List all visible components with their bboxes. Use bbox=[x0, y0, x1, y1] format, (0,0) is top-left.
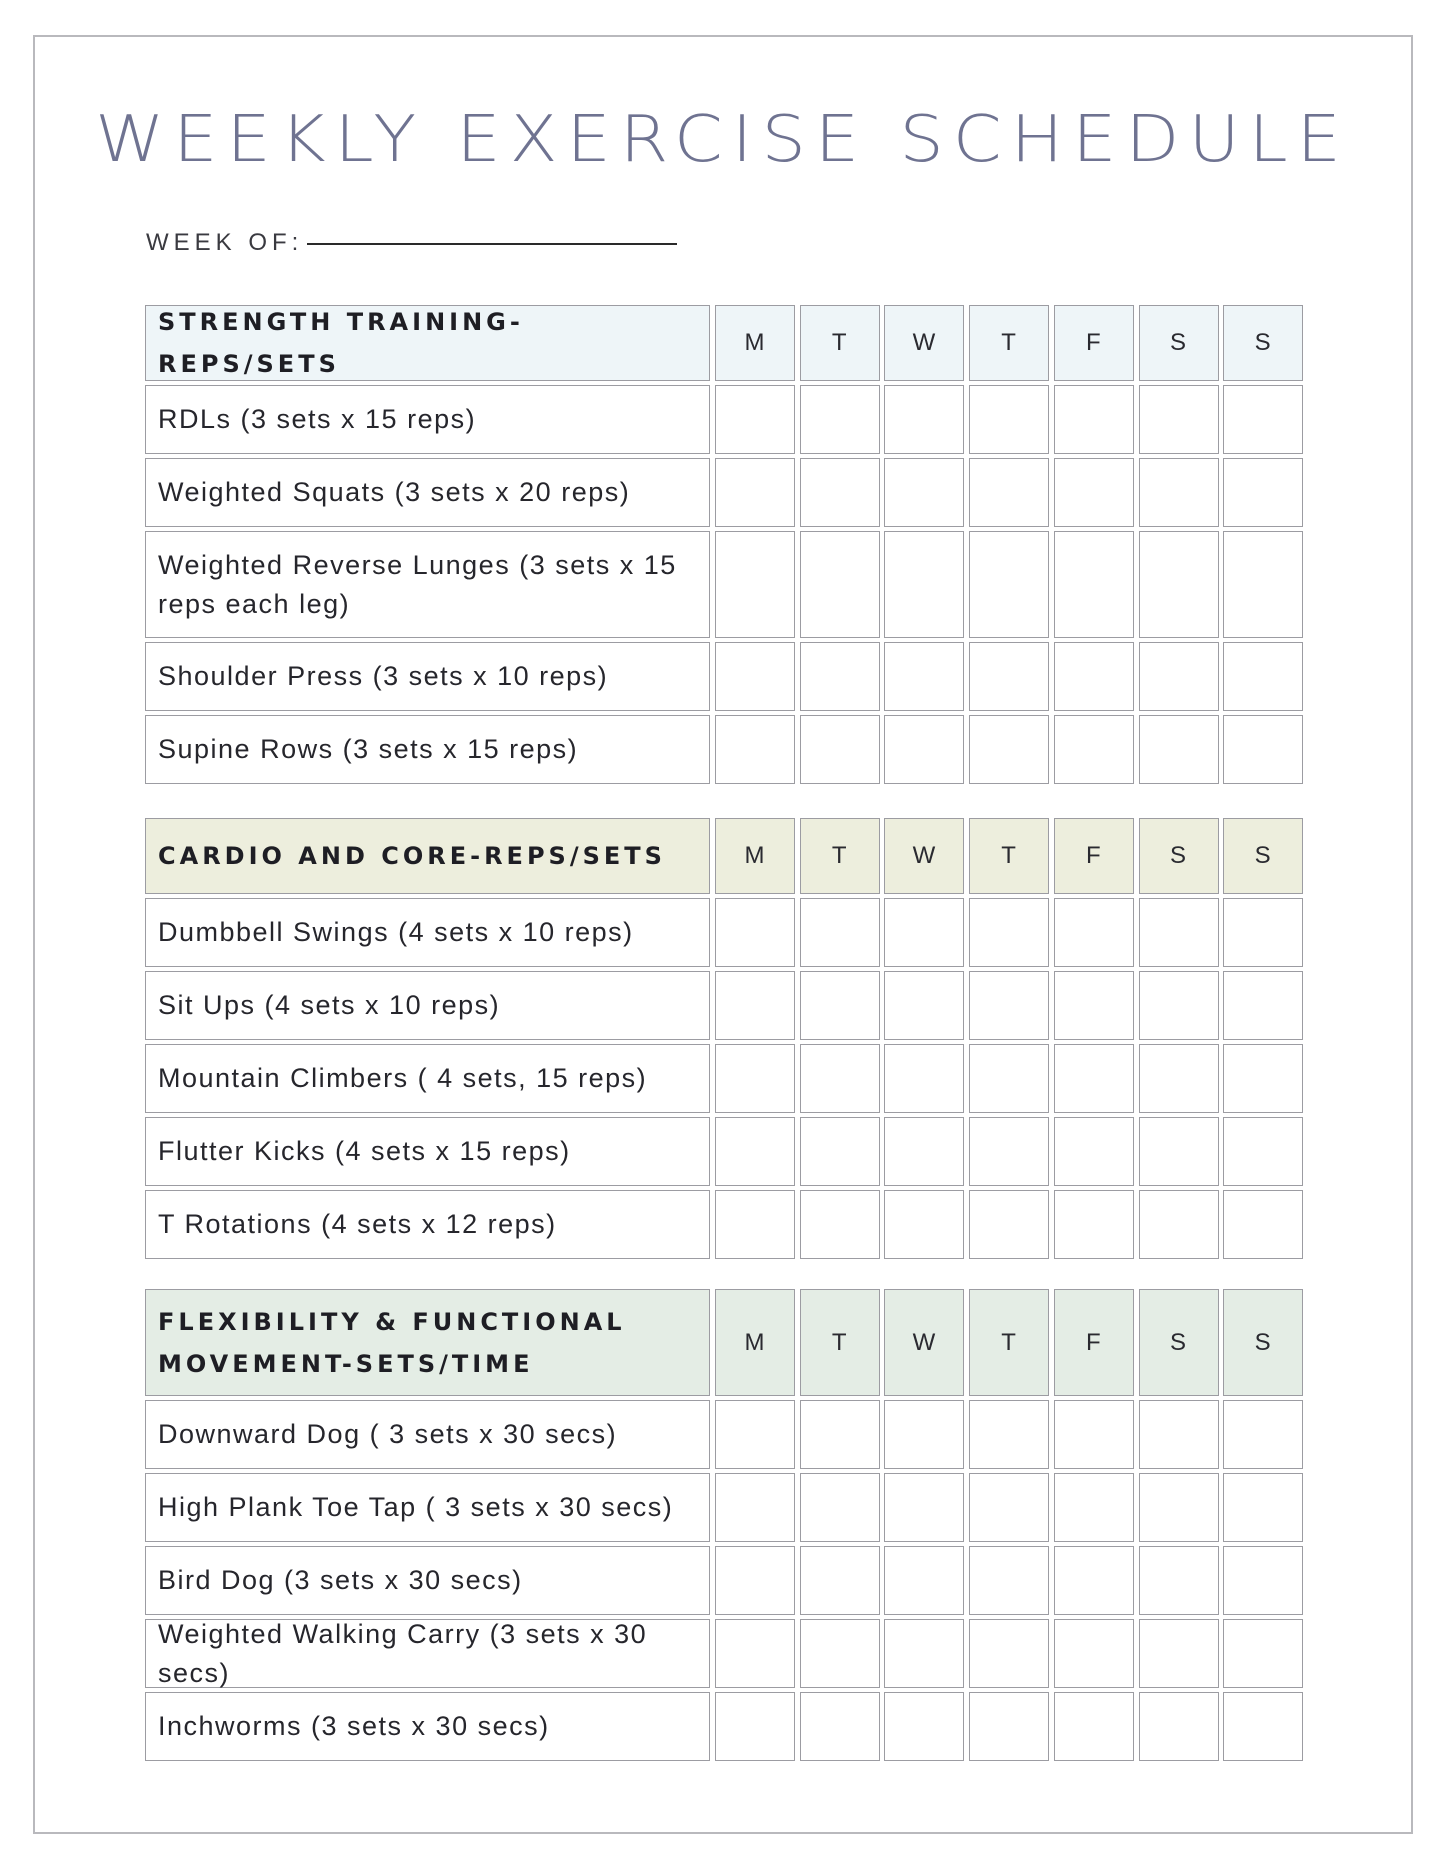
day-checkbox-cell[interactable] bbox=[715, 1400, 795, 1469]
day-checkbox-cell[interactable] bbox=[715, 1117, 795, 1186]
day-checkbox-cell[interactable] bbox=[715, 642, 795, 711]
day-label: S bbox=[1169, 329, 1187, 356]
day-header bbox=[1223, 305, 1303, 381]
day-checkbox-cell[interactable] bbox=[1139, 1190, 1219, 1259]
day-checkbox-cell[interactable] bbox=[800, 1473, 880, 1542]
day-checkbox-cell[interactable] bbox=[969, 458, 1049, 527]
day-checkbox-cell[interactable] bbox=[969, 971, 1049, 1040]
day-label: W bbox=[912, 842, 937, 869]
day-checkbox-cell[interactable] bbox=[715, 385, 795, 454]
exercise-name: Downward Dog ( 3 sets x 30 secs) bbox=[158, 1419, 618, 1449]
exercise-row bbox=[145, 898, 710, 967]
day-checkbox-cell[interactable] bbox=[800, 715, 880, 784]
exercise-row bbox=[145, 1546, 710, 1615]
exercise-name: Shoulder Press (3 sets x 10 reps) bbox=[158, 661, 609, 691]
day-checkbox-cell[interactable] bbox=[1139, 1044, 1219, 1113]
day-checkbox-cell[interactable] bbox=[1139, 531, 1219, 638]
day-checkbox-cell[interactable] bbox=[1223, 1190, 1303, 1259]
day-checkbox-cell[interactable] bbox=[969, 1619, 1049, 1688]
day-checkbox-cell[interactable] bbox=[1139, 971, 1219, 1040]
page-title: WEEKLY EXERCISE SCHEDULE bbox=[95, 101, 1350, 177]
day-header bbox=[715, 305, 795, 381]
exercise-name: High Plank Toe Tap ( 3 sets x 30 secs) bbox=[158, 1492, 674, 1522]
day-header bbox=[715, 818, 795, 894]
exercise-row bbox=[145, 715, 710, 784]
day-checkbox-cell[interactable] bbox=[1054, 531, 1134, 638]
day-checkbox-cell[interactable] bbox=[969, 385, 1049, 454]
exercise-row bbox=[145, 1190, 710, 1259]
day-checkbox-cell[interactable] bbox=[800, 642, 880, 711]
day-checkbox-cell[interactable] bbox=[884, 1692, 964, 1761]
day-label: M bbox=[744, 842, 766, 869]
day-checkbox-cell[interactable] bbox=[1223, 642, 1303, 711]
day-checkbox-cell[interactable] bbox=[969, 1400, 1049, 1469]
exercise-name: RDLs (3 sets x 15 reps) bbox=[158, 404, 477, 434]
day-checkbox-cell[interactable] bbox=[884, 642, 964, 711]
day-checkbox-cell[interactable] bbox=[1139, 715, 1219, 784]
day-label: S bbox=[1254, 1328, 1272, 1356]
day-checkbox-cell[interactable] bbox=[715, 531, 795, 638]
section-header-label: STRENGTH TRAINING-REPS/SETS bbox=[158, 308, 524, 378]
day-checkbox-cell[interactable] bbox=[715, 1692, 795, 1761]
day-checkbox-cell[interactable] bbox=[884, 1190, 964, 1259]
day-checkbox-cell[interactable] bbox=[969, 1190, 1049, 1259]
day-checkbox-cell[interactable] bbox=[884, 1400, 964, 1469]
day-checkbox-cell[interactable] bbox=[1139, 1692, 1219, 1761]
day-checkbox-cell[interactable] bbox=[715, 1190, 795, 1259]
day-header bbox=[1223, 1289, 1303, 1396]
day-checkbox-cell[interactable] bbox=[1223, 1400, 1303, 1469]
section-header-label: CARDIO AND CORE-REPS/SETS bbox=[158, 842, 666, 870]
day-checkbox-cell[interactable] bbox=[1054, 1117, 1134, 1186]
day-checkbox-cell[interactable] bbox=[1054, 642, 1134, 711]
section-header bbox=[145, 305, 710, 381]
day-checkbox-cell[interactable] bbox=[969, 531, 1049, 638]
day-checkbox-cell[interactable] bbox=[1054, 385, 1134, 454]
day-label: F bbox=[1085, 329, 1102, 356]
day-checkbox-cell[interactable] bbox=[884, 1044, 964, 1113]
day-label: S bbox=[1254, 329, 1272, 356]
day-checkbox-cell[interactable] bbox=[1054, 458, 1134, 527]
exercise-row bbox=[145, 1044, 710, 1113]
day-label: S bbox=[1169, 842, 1187, 869]
day-checkbox-cell[interactable] bbox=[800, 1044, 880, 1113]
exercise-name: Mountain Climbers ( 4 sets, 15 reps) bbox=[158, 1063, 648, 1093]
exercise-row bbox=[145, 531, 710, 638]
day-checkbox-cell[interactable] bbox=[1223, 1692, 1303, 1761]
exercise-row bbox=[145, 1400, 710, 1469]
exercise-name: T Rotations (4 sets x 12 reps) bbox=[158, 1209, 557, 1239]
day-checkbox-cell[interactable] bbox=[715, 458, 795, 527]
day-checkbox-cell[interactable] bbox=[800, 385, 880, 454]
section-header bbox=[145, 818, 710, 894]
day-checkbox-cell[interactable] bbox=[1139, 385, 1219, 454]
day-header bbox=[884, 1289, 964, 1396]
day-checkbox-cell[interactable] bbox=[1139, 458, 1219, 527]
day-checkbox-cell[interactable] bbox=[800, 458, 880, 527]
day-checkbox-cell[interactable] bbox=[715, 1473, 795, 1542]
day-header bbox=[884, 305, 964, 381]
day-header bbox=[1223, 818, 1303, 894]
exercise-row bbox=[145, 1692, 710, 1761]
exercise-name: Inchworms (3 sets x 30 secs) bbox=[158, 1711, 550, 1741]
day-checkbox-cell[interactable] bbox=[969, 1044, 1049, 1113]
week-of-input-line[interactable] bbox=[307, 243, 677, 245]
day-checkbox-cell[interactable] bbox=[800, 1619, 880, 1688]
exercise-name: Sit Ups (4 sets x 10 reps) bbox=[158, 990, 501, 1020]
day-checkbox-cell[interactable] bbox=[1054, 1473, 1134, 1542]
day-label: S bbox=[1254, 842, 1272, 869]
day-checkbox-cell[interactable] bbox=[1054, 1190, 1134, 1259]
day-label: M bbox=[744, 1328, 766, 1356]
day-checkbox-cell[interactable] bbox=[1223, 971, 1303, 1040]
day-checkbox-cell[interactable] bbox=[1054, 1619, 1134, 1688]
day-checkbox-cell[interactable] bbox=[884, 1117, 964, 1186]
day-checkbox-cell[interactable] bbox=[800, 1190, 880, 1259]
day-header bbox=[969, 818, 1049, 894]
day-header bbox=[969, 305, 1049, 381]
day-label: M bbox=[744, 329, 766, 356]
day-header bbox=[969, 1289, 1049, 1396]
day-checkbox-cell[interactable] bbox=[1054, 1044, 1134, 1113]
day-checkbox-cell[interactable] bbox=[1139, 1546, 1219, 1615]
day-checkbox-cell[interactable] bbox=[715, 1546, 795, 1615]
day-checkbox-cell[interactable] bbox=[1223, 531, 1303, 638]
exercise-name: Bird Dog (3 sets x 30 secs) bbox=[158, 1565, 523, 1595]
week-of-label: WEEK OF: bbox=[146, 229, 304, 256]
day-checkbox-cell[interactable] bbox=[1054, 1692, 1134, 1761]
day-checkbox-cell[interactable] bbox=[800, 1400, 880, 1469]
day-header bbox=[1054, 818, 1134, 894]
day-checkbox-cell[interactable] bbox=[800, 1692, 880, 1761]
day-checkbox-cell[interactable] bbox=[800, 1117, 880, 1186]
day-checkbox-cell[interactable] bbox=[1139, 898, 1219, 967]
exercise-row bbox=[145, 642, 710, 711]
day-checkbox-cell[interactable] bbox=[884, 898, 964, 967]
exercise-name: Flutter Kicks (4 sets x 15 reps) bbox=[158, 1136, 571, 1166]
day-checkbox-cell[interactable] bbox=[715, 715, 795, 784]
exercise-name: Weighted Reverse Lunges (3 sets x 15 reps each leg) bbox=[158, 549, 677, 619]
day-checkbox-cell[interactable] bbox=[715, 1619, 795, 1688]
day-checkbox-cell[interactable] bbox=[1223, 715, 1303, 784]
day-checkbox-cell[interactable] bbox=[1139, 1117, 1219, 1186]
day-checkbox-cell[interactable] bbox=[1054, 971, 1134, 1040]
day-label: T bbox=[831, 329, 848, 356]
day-checkbox-cell[interactable] bbox=[884, 971, 964, 1040]
day-checkbox-cell[interactable] bbox=[1139, 1473, 1219, 1542]
day-header bbox=[884, 818, 964, 894]
day-checkbox-cell[interactable] bbox=[884, 1619, 964, 1688]
day-checkbox-cell[interactable] bbox=[1139, 642, 1219, 711]
day-checkbox-cell[interactable] bbox=[969, 1473, 1049, 1542]
exercise-row bbox=[145, 971, 710, 1040]
day-checkbox-cell[interactable] bbox=[1054, 1400, 1134, 1469]
day-checkbox-cell[interactable] bbox=[1054, 715, 1134, 784]
day-header bbox=[1139, 305, 1219, 381]
section-header bbox=[145, 1289, 710, 1396]
day-checkbox-cell[interactable] bbox=[884, 531, 964, 638]
day-checkbox-cell[interactable] bbox=[884, 715, 964, 784]
exercise-row bbox=[145, 385, 710, 454]
day-checkbox-cell[interactable] bbox=[1223, 1473, 1303, 1542]
exercise-name: Dumbbell Swings (4 sets x 10 reps) bbox=[158, 917, 634, 947]
day-header bbox=[1139, 818, 1219, 894]
day-checkbox-cell[interactable] bbox=[1223, 458, 1303, 527]
day-header bbox=[1054, 305, 1134, 381]
day-checkbox-cell[interactable] bbox=[1054, 1546, 1134, 1615]
day-header bbox=[1139, 1289, 1219, 1396]
day-checkbox-cell[interactable] bbox=[884, 1473, 964, 1542]
day-label: F bbox=[1085, 1328, 1102, 1356]
day-checkbox-cell[interactable] bbox=[800, 971, 880, 1040]
day-label: T bbox=[1001, 842, 1017, 869]
day-checkbox-cell[interactable] bbox=[715, 898, 795, 967]
day-checkbox-cell[interactable] bbox=[1223, 898, 1303, 967]
day-header bbox=[800, 305, 880, 381]
day-label: S bbox=[1169, 1328, 1187, 1356]
day-checkbox-cell[interactable] bbox=[715, 1044, 795, 1113]
day-label: T bbox=[831, 1328, 848, 1356]
day-label: T bbox=[1001, 1328, 1017, 1356]
day-label: T bbox=[1001, 329, 1017, 356]
day-checkbox-cell[interactable] bbox=[1139, 1400, 1219, 1469]
exercise-row bbox=[145, 1117, 710, 1186]
day-checkbox-cell[interactable] bbox=[884, 458, 964, 527]
day-checkbox-cell[interactable] bbox=[969, 1117, 1049, 1186]
day-checkbox-cell[interactable] bbox=[884, 1546, 964, 1615]
day-checkbox-cell[interactable] bbox=[1139, 1619, 1219, 1688]
day-checkbox-cell[interactable] bbox=[1223, 1044, 1303, 1113]
day-checkbox-cell[interactable] bbox=[969, 642, 1049, 711]
day-checkbox-cell[interactable] bbox=[715, 971, 795, 1040]
day-header bbox=[800, 1289, 880, 1396]
day-header bbox=[1054, 1289, 1134, 1396]
day-checkbox-cell[interactable] bbox=[1223, 385, 1303, 454]
day-label: W bbox=[912, 329, 937, 356]
day-checkbox-cell[interactable] bbox=[1223, 1117, 1303, 1186]
day-checkbox-cell[interactable] bbox=[969, 715, 1049, 784]
exercise-row bbox=[145, 458, 710, 527]
day-checkbox-cell[interactable] bbox=[800, 1546, 880, 1615]
day-checkbox-cell[interactable] bbox=[884, 385, 964, 454]
exercise-name: Weighted Squats (3 sets x 20 reps) bbox=[158, 477, 631, 507]
section-header-label: FLEXIBILITY & FUNCTIONAL MOVEMENT-SETS/TIME bbox=[158, 1307, 626, 1378]
day-header bbox=[715, 1289, 795, 1396]
day-header bbox=[800, 818, 880, 894]
day-checkbox-cell[interactable] bbox=[1223, 1619, 1303, 1688]
day-label: T bbox=[831, 842, 848, 869]
day-label: W bbox=[912, 1328, 937, 1356]
day-checkbox-cell[interactable] bbox=[800, 531, 880, 638]
exercise-row bbox=[145, 1619, 710, 1688]
day-checkbox-cell[interactable] bbox=[969, 1692, 1049, 1761]
exercise-row bbox=[145, 1473, 710, 1542]
day-checkbox-cell[interactable] bbox=[1054, 898, 1134, 967]
exercise-name: Supine Rows (3 sets x 15 reps) bbox=[158, 734, 579, 764]
day-label: F bbox=[1085, 842, 1102, 869]
day-checkbox-cell[interactable] bbox=[969, 1546, 1049, 1615]
day-checkbox-cell[interactable] bbox=[969, 898, 1049, 967]
exercise-name: Weighted Walking Carry (3 sets x 30 secs) bbox=[158, 1618, 648, 1688]
day-checkbox-cell[interactable] bbox=[800, 898, 880, 967]
day-checkbox-cell[interactable] bbox=[1223, 1546, 1303, 1615]
